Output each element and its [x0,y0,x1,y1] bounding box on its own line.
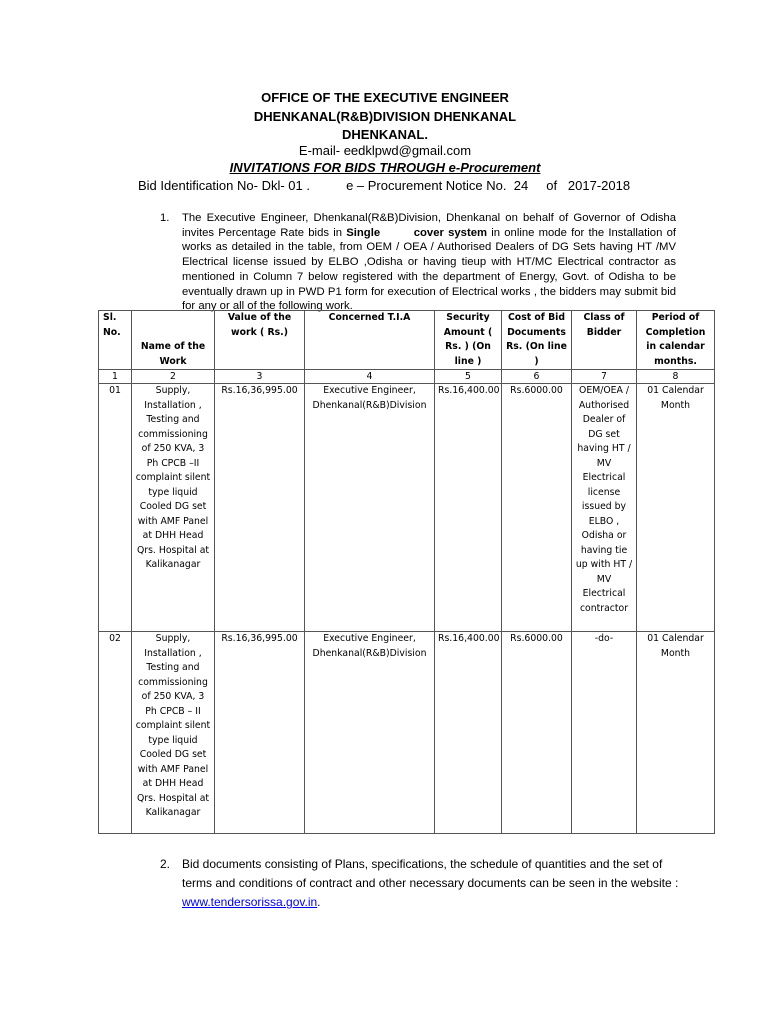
tender-website-link[interactable]: www.tendersorissa.gov.in [182,895,318,909]
col-num-8: 8 [637,370,715,384]
col-num-2: 2 [132,370,215,384]
col-num-1: 1 [99,370,132,384]
table-row [99,384,715,632]
row-2-name: Supply, Installation , Testing and commissioning of 250 KVA, 3 Ph CPCB – II complaint silent type liquid Cooled DG set with AMF Panel at DHH Head Qrs. Hospital at Kalikanagar [132,632,215,834]
header-security: Security Amount ( Rs. ) (On line ) [435,311,502,370]
paragraph-1-text [182,211,676,314]
row-2-cost: Rs.6000.00 [502,632,572,834]
row-1-value: Rs.16,36,995.00 [215,384,305,632]
paragraph-2 [160,855,680,912]
row-2-value: Rs.16,36,995.00 [215,632,305,834]
table-header-row [99,311,715,370]
paragraph-2-end: . [317,895,321,909]
row-1-sl: 01 [99,384,132,632]
header-name: Name of the Work [132,311,215,370]
row-2-sl: 02 [99,632,132,834]
row-1-name: Supply, Installation , Testing and commissioning of 250 KVA, 3 Ph CPCB –II complaint silent type liquid Cooled DG set with AMF Panel at DHH Head Qrs. Hospital at Kalikanagar [132,384,215,632]
table-row [99,632,715,834]
row-1-period: 01 Calendar Month [637,384,715,632]
row-2-security: Rs.16,400.00 [435,632,502,834]
row-1-cost: Rs.6000.00 [502,384,572,632]
paragraph-1 [160,211,676,314]
header-tia: Concerned T.I.A [305,311,435,370]
col-num-7: 7 [572,370,637,384]
header-class: Class of Bidder [572,311,637,370]
paragraph-1-bold: Single cover system [346,226,488,239]
header-value: Value of the work ( Rs.) [215,311,305,370]
row-1-tia: Executive Engineer, Dhenkanal(R&B)Division [305,384,435,632]
col-num-5: 5 [435,370,502,384]
column-number-row [99,370,715,384]
invitation-heading: INVITATIONS FOR BIDS THROUGH e-Procurement [229,160,541,175]
paragraph-1-number: 1. [160,212,170,224]
col-num-4: 4 [305,370,435,384]
office-title: OFFICE OF THE EXECUTIVE ENGINEER [261,90,509,105]
row-2-period: 01 Calendar Month [637,632,715,834]
header-period: Period of Completion in calendar months. [637,311,715,370]
paragraph-1-text-end: in online mode for the Installation of works as detailed in the table, from OEM / OEA / Authorised Dealers of DG Sets having HT /MV Electrical license issued by ELBO ,Odisha or having tieup with HT/MC Electrical contractor as mentioned in Column 7 below registered with the department of Energy, Govt. of Odisha to be eventually drawn up in PWD P1 form for execution of Electrical works , the bidders may submit bid for any or all of the following work. [182,226,677,313]
paragraph-2-text [182,855,680,912]
row-2-tia: Executive Engineer, Dhenkanal(R&B)Division [305,632,435,834]
col-num-3: 3 [215,370,305,384]
location-title: DHENKANAL. [342,127,428,142]
paragraph-2-body: Bid documents consisting of Plans, specifications, the schedule of quantities and the set of terms and conditions of contract and other necessary documents can be seen in the website : [182,857,679,890]
paragraph-1-text-start: The Executive Engineer, Dhenkanal(R&B)Division, Dhenkanal on behalf of Governor of Odisha invites Percentage Rate bids in [182,212,676,239]
col-num-6: 6 [502,370,572,384]
row-2-class: -do- [572,632,637,834]
header-cost: Cost of Bid Documents Rs. (On line ) [502,311,572,370]
bids-table [98,310,715,834]
division-title: DHENKANAL(R&B)DIVISION DHENKANAL [253,109,517,124]
header-sl: Sl. No. [99,311,132,370]
email-line: E-mail- eedklpwd@gmail.com [298,143,472,158]
bid-identification-line: Bid Identification No- Dkl- 01 . e – Procurement Notice No. 24 of 2017-2018 [138,178,631,193]
paragraph-2-number: 2. [160,857,171,871]
row-1-security: Rs.16,400.00 [435,384,502,632]
row-1-class: OEM/OEA / Authorised Dealer of DG set having HT / MV Electrical license issued by ELBO , Odisha or having tie up with HT / MV Electrical contractor [572,384,637,632]
